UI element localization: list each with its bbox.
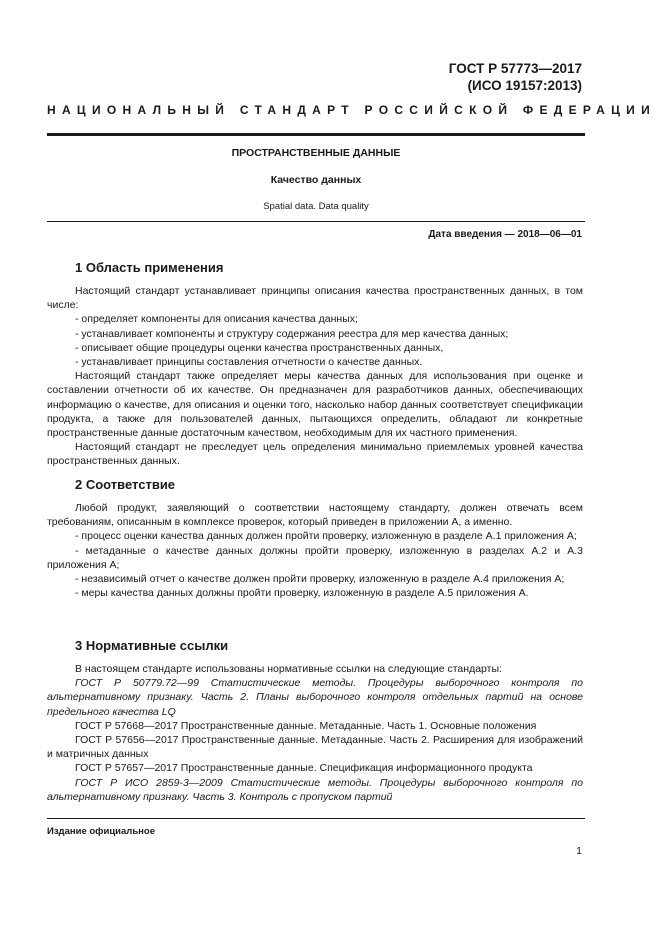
normative-reference: ГОСТ Р 57657—2017 Пространственные данные. Спецификация информационного продукта: [75, 762, 533, 775]
list-item: - меры качества данных должны пройти проверку, изложенную в разделе А.5 приложения А.: [75, 587, 529, 600]
list-item: - описывает общие процедуры оценки качества пространственных данных,: [75, 341, 444, 354]
section-1-heading: 1 Область применения: [75, 260, 224, 275]
list-item: - определяет компоненты для описания качества данных;: [75, 313, 358, 326]
list-item: - независимый отчет о качестве должен пройти проверку, изложенную в разделе А.4 приложения А;: [75, 573, 565, 586]
title-rule: [47, 221, 585, 222]
list-item: - устанавливает принципы составления отчетности о качестве данных.: [75, 356, 423, 369]
section-3-heading: 3 Нормативные ссылки: [75, 638, 229, 653]
iso-number: (ИСО 19157:2013): [467, 78, 582, 93]
list-item: - метаданные о качестве данных должны пройти проверку, изложенную в разделах А.2 и А.3 приложения А;: [47, 544, 583, 571]
list-item: - процесс оценки качества данных должен пройти проверку, изложенную в разделе А.1 приложения А;: [75, 530, 577, 543]
edition-label: Издание официальное: [47, 826, 155, 837]
english-title: Spatial data. Data quality: [263, 201, 369, 212]
standard-designation: [449, 60, 582, 94]
page-number: 1: [576, 845, 582, 857]
introduction-date: Дата введения — 2018—06—01: [428, 229, 582, 240]
normative-reference: ГОСТ Р 57656—2017 Пространственные данные. Метаданные. Часть 2. Расширения для изображений и матричных данных: [47, 734, 583, 761]
paragraph: Любой продукт, заявляющий о соответствии настоящему стандарту, должен отвечать всем требованиям, описанным в комплексе проверок, который приведен в приложении А, а именно.: [47, 502, 583, 529]
paragraph: В настоящем стандарте использованы нормативные ссылки на следующие стандарты:: [75, 663, 502, 675]
section-2-body: [47, 501, 583, 600]
national-standard-banner: НАЦИОНАЛЬНЫЙ СТАНДАРТ РОССИЙСКОЙ ФЕДЕРАЦИИ: [47, 103, 657, 117]
paragraph: Настоящий стандарт также определяет меры качества данных для использования при оценке и составлении отчетности об их качестве. Он предназначен для разработчиков данных, обеспечивающих информацию о качестве, для описания и оценки того, насколько набор данных соответствует спецификации продукта, а также для пользователей данных, пытающихся определить, обладают ли конкретные пространственные данные достаточным качеством, необходимым для их частного применения.: [47, 370, 583, 440]
normative-reference: ГОСТ Р 50779.72—99 Статистические методы. Процедуры выборочного контроля по альтернативному признаку. Часть 2. Планы выборочного контроля отдельных партий на основе предельного качества LQ: [47, 677, 583, 718]
paragraph: Настоящий стандарт не преследует цель определения минимально приемлемых уровней качества пространственных данных.: [47, 441, 583, 468]
normative-reference: ГОСТ Р 57668—2017 Пространственные данные. Метаданные. Часть 1. Основные положения: [75, 719, 537, 732]
section-3-body: [47, 662, 583, 804]
footer-rule: [47, 818, 585, 819]
paragraph: Настоящий стандарт устанавливает принципы описания качества пространственных данных, в том числе:: [47, 285, 583, 312]
list-item: - устанавливает компоненты и структуру содержания реестра для мер качества данных;: [75, 327, 509, 340]
document-subtitle: Качество данных: [270, 174, 362, 186]
document-title: ПРОСТРАНСТВЕННЫЕ ДАННЫЕ: [231, 147, 401, 159]
section-1-body: [47, 284, 583, 469]
section-2-heading: 2 Соответствие: [75, 477, 176, 492]
gost-number: ГОСТ Р 57773—2017: [448, 61, 582, 76]
normative-reference: ГОСТ Р ИСО 2859-3—2009 Статистические методы. Процедуры выборочного контроля по альтернативному признаку. Часть 3. Контроль с пропуском партий: [47, 776, 583, 803]
header-rule: [47, 133, 585, 136]
